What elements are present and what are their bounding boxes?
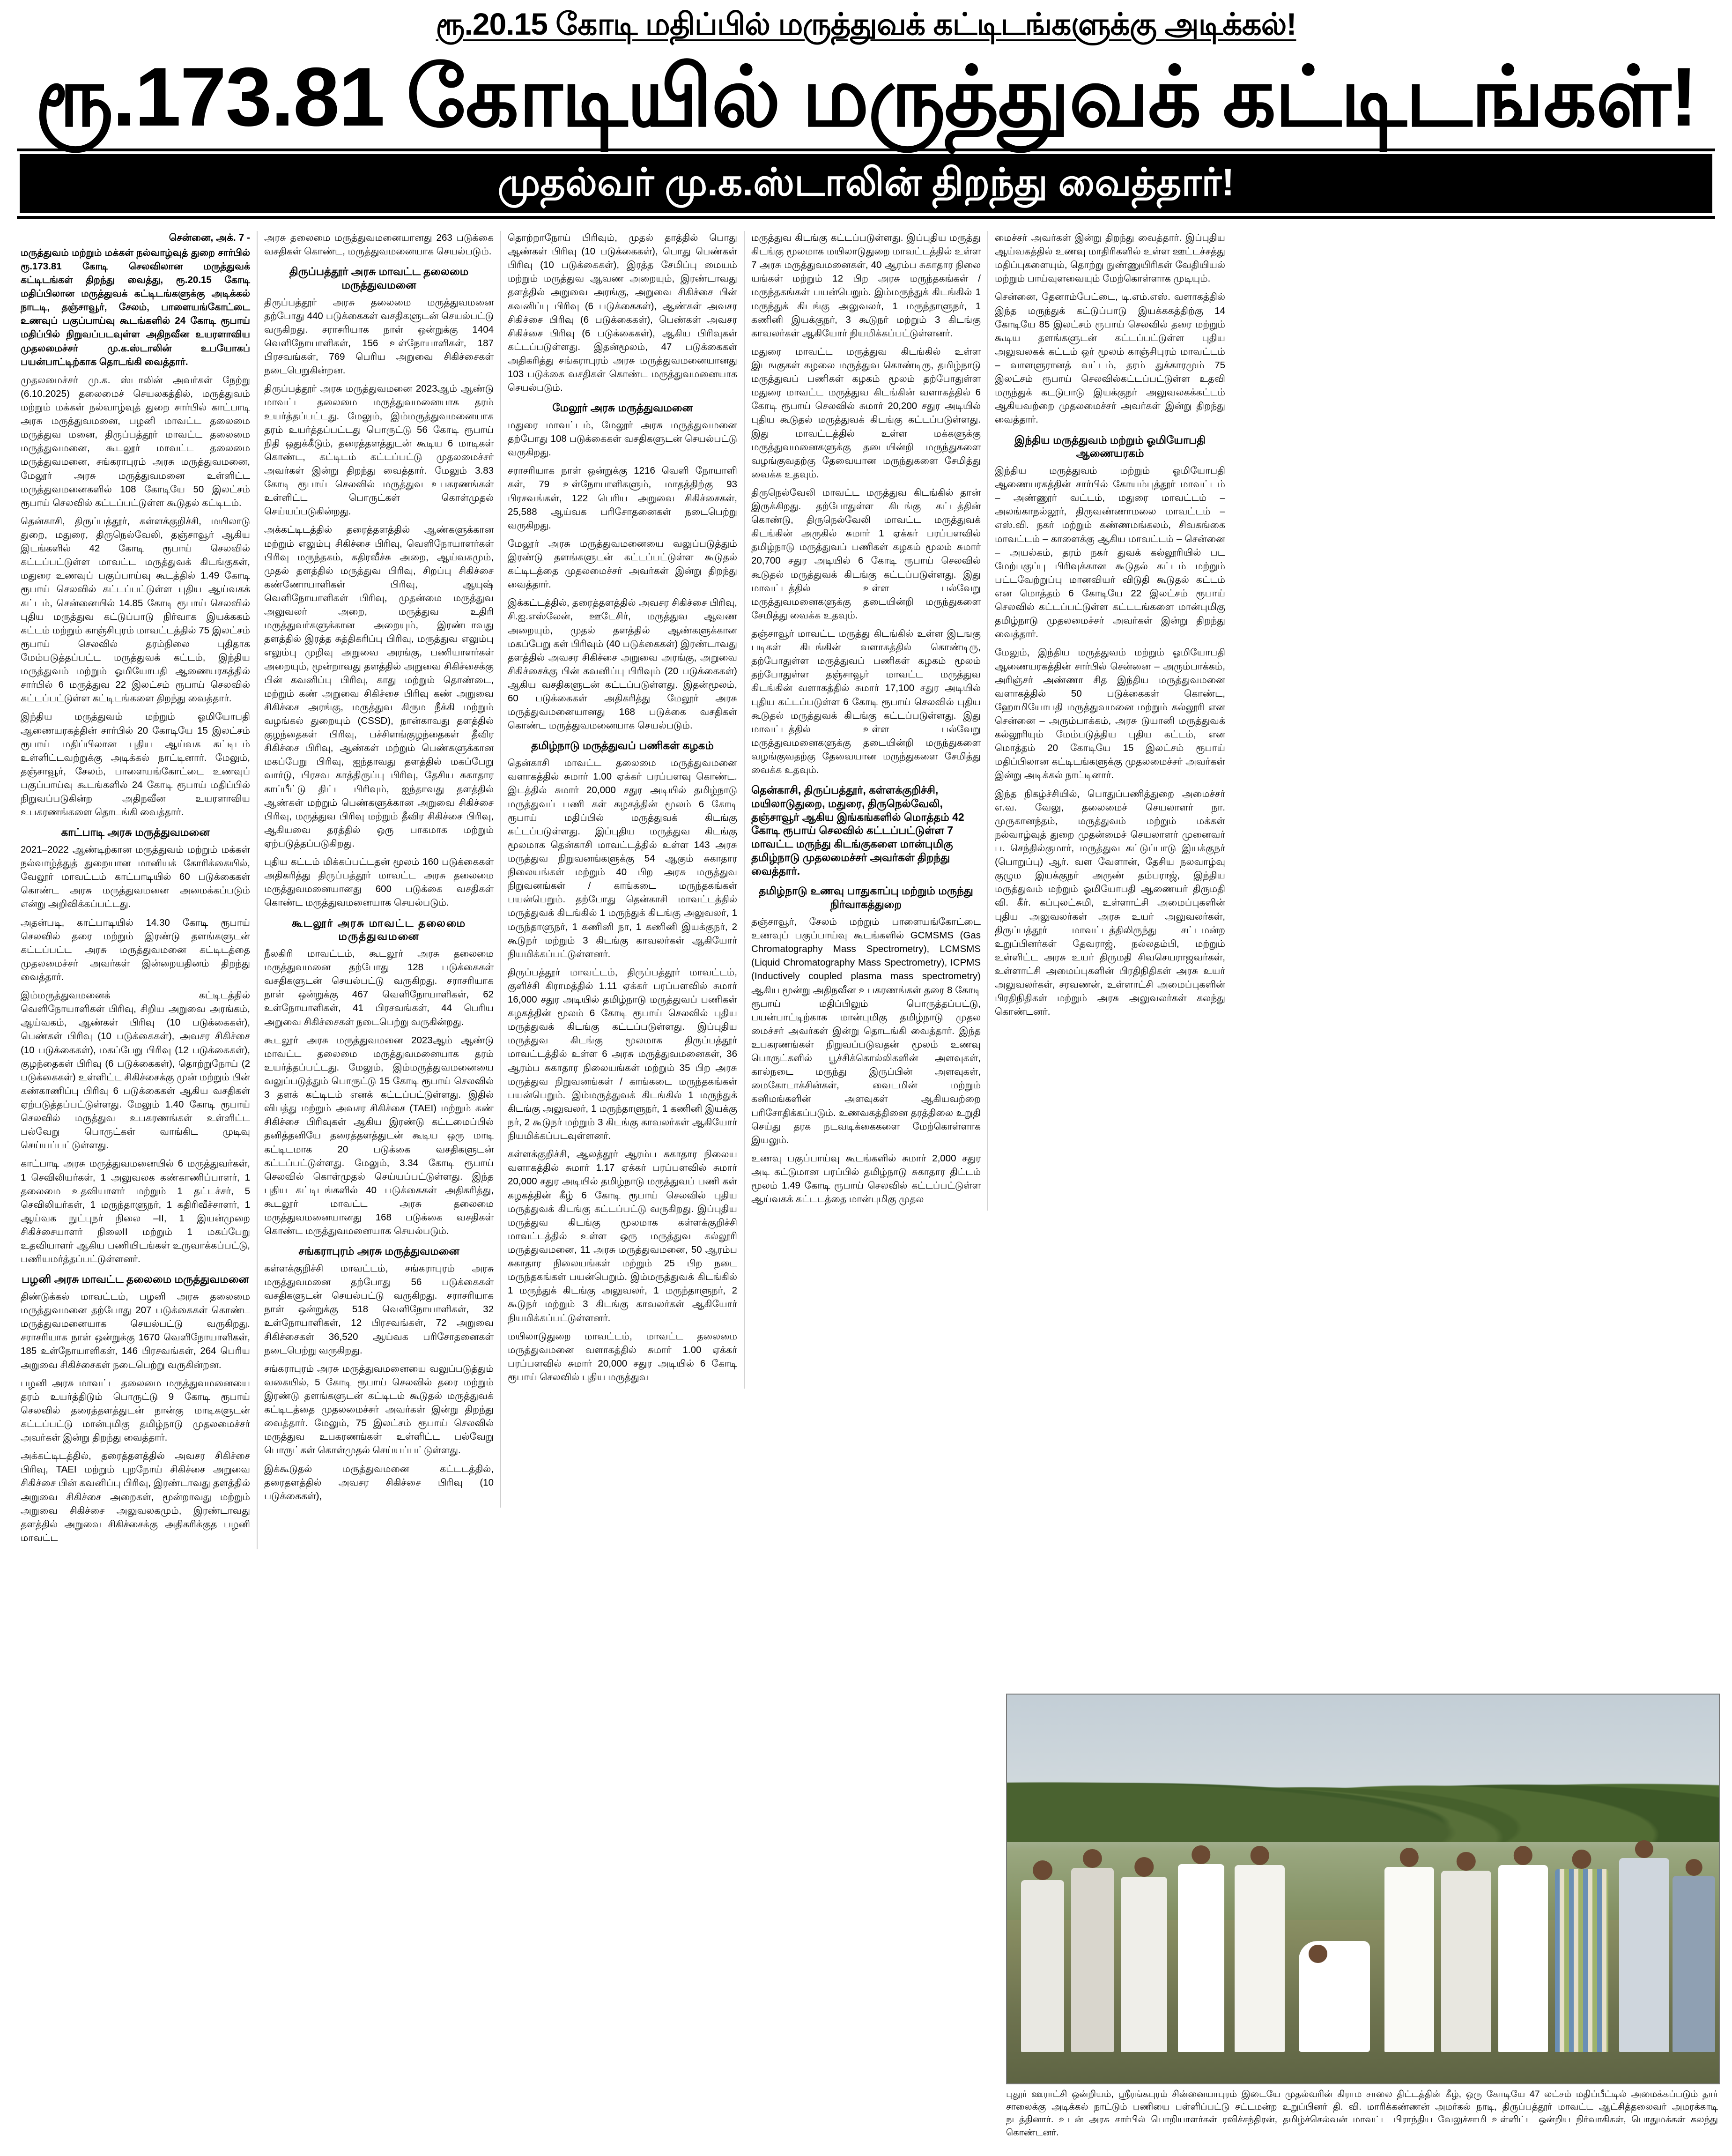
section-subhead: காட்பாடி அரசு மருத்துவமனை — [61, 826, 210, 839]
paragraph: அரசு தலைமை மருத்துவமனையானது 263 படுக்கை வசதிகள் கொண்ட, மருத்துவமனையாக செயல்படும். — [264, 232, 494, 257]
photo-person-body — [1071, 1868, 1114, 2052]
photo-person-head — [1192, 1845, 1210, 1864]
paragraph: மேலும், இந்திய மருத்துவம் மற்றும் ஓமியோபதி ஆணையரகத்தின் சார்பில் சென்னை – அரும்பாக்கம், அரிஞ்சர் அண்ணா சித இந்திய மருத்துவமனை வளாகத்தில் 50 படுக்கைகள் கொண்ட, ஹோமியோபதி மருத்துவமனை மற்றும் கல்லூரி என சென்னை – அரும்பாக்கம், அரசு டுயானி மருத்துவக் கல்லூரியும் மேம்படுத்திய புதிய கட்டம், என மொத்தம் 20 கோடியே 15 இலட்சம் ரூபாய் மதிப்பிலான கட்டிடங்களுக்கு முதலமைச்சர் அவர்கள் இன்று அடிக்கல் நாட்டினார். — [995, 647, 1225, 781]
photo-person-head — [1635, 1840, 1653, 1858]
paragraph: மதுரை மாவட்டம், மேலூர் அரசு மருத்துவமனை தற்போது 108 படுக்கைகள் வசதிகளுடன் செயல்பட்டு வருகிறது. — [508, 420, 737, 458]
photo-person-body — [1384, 1867, 1434, 2052]
paragraph: திருப்பத்தூர் அரசு மருத்துவமனை 2023ஆம் ஆண்டு மாவட்ட தலைமை மருத்துவமனையாக தரம் உயர்த்தப்பட்டது. மேலும், இம்மருத்துவமனையாக தரம் உயர்த்தப்பட்டது பொருட்டு 56 கோடி ரூபாய் நிதி ஒதுக்கீடும், தரைத்தளத்துடன் கூடிய 6 மாடிகள் கொண்ட, கட்டிடம் கட்டப்பட்டு முதலமைச்சர் அவர்கள் இன்று திறந்து வைத்தார். மேலும் 3.83 கோடி ரூபாய் செலவில் மருத்துவ உபகரணங்கள் உள்ளிட்ட பொருட்கள் கொள்முதல் செய்யப்படுகின்றது. — [264, 383, 494, 517]
section-subhead: கூடலூர் அரசு மாவட்ட தலைமை மருத்துவமனை — [291, 916, 466, 943]
paragraph: மேலூர் அரசு மருத்துவமனையை வலுப்படுத்தும் இரண்டு தளங்களுடன் கட்டப்பட்டுள்ள கூடுதல் கட்டிடத்தை முதலமைச்சர் அவர்கள் இன்று திறந்து வைத்தார். — [508, 538, 737, 590]
paragraph: கள்ளக்குறிச்சி மாவட்டம், சங்கராபுரம் அரசு மருத்துவமனை தற்போது 56 படுக்கைகள் வசதிகளுடன் செயல்பட்டு வருகிறது. சராசரியாக நாள் ஒன்றுக்கு 518 வெளிநோயாளிகள், 32 உள்நோயாளிகள், 12 பிரசவங்கள், 72 அறுவை சிகிச்சைகள் 36,520 ஆய்வக பரிசோதனைகள் நடைபெற்று வருகிறது. — [264, 1263, 494, 1356]
paragraph: மருத்துவ கிடங்கு கட்டப்படுள்ளது. இப்புதிய மருத்து கிடங்கு மூலமாக மயிலாடுதுறை மாவட்டத்தில் உள்ள 7 அரசு மருத்துவமனைகள், 40 ஆரம்ப சுகாதார நிலை யங்கள் மற்றும் 12 பிற அரசு மருந்தகங்கள் / மருந்தகங்கள் பயன்பெறும். இம்மருந்துக் கிடங்கில் 1 மருந்துக் கிடங்கு அலுவலர், 1 மருந்தாளுநர், 1 கணினி இயக்குநர், 3 கூடுநர் மற்றும் 3 கிடங்கு காவலர்கள் ஆகியோர் நியமிக்கப்பட்டுள்ளனர். — [751, 232, 981, 339]
photo-person-head — [1457, 1852, 1475, 1871]
photo-person-head — [1309, 1945, 1327, 1963]
paragraph: 2021–2022 ஆண்டிற்கான மருத்துவம் மற்றும் மக்கள் நல்வாழ்த்துத் துறையான மானியக் கோரிக்கையில், வேலூர் மாவட்டம் காட்பாடியில் 60 படுக்கைகள் கொண்ட அரசு மருத்துவமனை அமைக்கப்படும் என்று அறிவிக்கப்பட்டது. — [21, 844, 250, 910]
paragraph: மயிலாடுதுறை மாவட்டம், மாவட்ட தலைமை மருத்துவமனை வளாகத்தில் சுமார் 1.00 ஏக்கர் பரப்பளவில் சுமார் 20,000 சதுர அடியில் 6 கோடி ரூபாய் செலவில் புதிய மருத்துவ — [508, 1331, 737, 1383]
paragraph: இக்கூடுதல் மருத்துவமனை கட்டடத்தில், தரைதளத்தில் அவசர சிகிச்சை பிரிவு (10 படுக்கைகள்), — [264, 1463, 494, 1502]
photo-person-body — [1619, 1858, 1669, 2052]
paragraph: திருப்பத்தூர் மாவட்டம், திருப்பத்தூர் மாவட்டம், குளிச்சி கிராமத்தில் 1.11 ஏக்கர் பரப்பளவில் சுமார் 16,000 சதுர அடியில் தமிழ்நாடு மருத்துவப் பணிகள் கழகத்தின் மூலம் 6 கோடி ரூபாய் செலவில் புதிய மருத்துவக் கிடங்கு கட்டப்படுள்ளது. இப்புதிய மருத்துவ கிடங்கு மூலமாக திருப்பத்தூர் மாவட்டத்தில் உள்ள 6 அரசு மருத்துவமனைகள், 36 ஆரம்ப சுகாதார நிலையங்கள் மற்றும் 35 பிற அரசு மருத்துவ நிறுவனங்கள் / காங்கடை மருந்தகங்கள் பயன்பெறும். இம்மருத்துவக் கிடங்கில் 1 மருந்துக் கிடங்கு அலுவலர், 1 மருந்தாளுநர், 1 கணினி இயக்கு நர், 2 கூடுநர் மற்றும் 3 கிடங்கு காவலர்கள் ஆகியோர் நியமிக்கப்படவுள்ளனர். — [508, 966, 737, 1142]
main-headline: ரூ.173.81 கோடியில் மருத்துவக் கட்டிடங்கள்! — [35, 50, 1697, 143]
paragraph: திருநெல்வேலி மாவட்ட மருத்துவ கிடங்கில் தான் இருக்கிறது. தற்போதுள்ள கிடங்கு கட்டத்தின் கொண்டு, திருநெல்வேலி மாவட்ட மருத்துவக் கிடங்கின் அருகில் சுமார் 1 ஏக்கர் பரப்பளவில் தமிழ்நாடு மருத்துவப் பணிகள் கழகம் மூலம் சுமார் 20,700 சதுர அடியில் 6 கோடி ரூபாய் செலவில் கூடுதல் மருத்துவக் கிடங்கு கட்டப்படுள்ளது. இது மாவட்டத்தில் உள்ள பல்வேறு மருத்துவமனைகளுக்கு தடையின்றி மருந்துகளை சேமித்து வைக்க உதவும். — [751, 487, 981, 621]
photo-person — [1071, 1816, 1114, 2052]
photo-person — [1673, 1826, 1715, 2052]
photo-crowd — [1007, 1796, 1719, 2052]
photo-person-head — [1514, 1846, 1532, 1865]
paragraph: அக்கட்டிடத்தில் தரைத்தளத்தில் ஆண்களுக்கான மற்றும் எலும்பு சிகிச்சை பிரிவு, வெளிநோயாளர்கள் பிரிவு மருந்தகம், கதிரவீச்சு அறை, ஆய்வகமும், முதல் தளத்தில் மருத்துவ பிரிவு, சிறப்பு சிகிச்சை கண்ணோயாளிகள் பிரிவு, ஆயுஷ் வெளிநோயாளிகள் பிரிவு, முதன்மை மருத்துவ அலுவலர் அறை, மருத்துவ உதிரி மருத்துவர்களுக்கான அறையும், இரண்டாவது தளத்தில் இரத்த சுத்திகரிப்பு பிரிவு, மருத்துவ எலும்பு எலும்பு முறிவு அறுவை அரங்கு, பணியாளர்கள் அறையும், மூன்றாவது தளத்தில் அறுவை சிகிச்சைக்கு பின் கவனிப்பு பிரிவு, காது மற்றும் தொண்டை, மற்றும் கண் அறுவை சிகிச்சை பிரிவு கண் அறுவை சிகிச்சை அரங்கு, மருத்துவ கிரும நீக்கி மற்றும் வழங்கல் துறையும் (CSSD), நான்காவது தளத்தில் குழந்தைகள் பிரிவு, பச்சிளங்குழந்தைகள் தீவிர சிகிச்சை பிரிவு, ஆண்கள் மற்றும் பெண்களுக்கான மகப்பேறு பிரிவு, ஐந்தாவது தளத்தில் மகப்பேறு வார்டு, பிரசவ காத்திருப்பு பிரிவு, தேசிய சுகாதார காப்பீட்டு திட்ட பிரிவும், ஐந்தாவது தளத்தில் ஆண்கள் மற்றும் பெண்களுக்கான அறுவை சிகிச்சை பிரிவு, மருத்துவ பிரிவு மற்றும் தீவிர சிகிச்சை பிரிவு, ஆகியவை தரத்தில் ஒரு பாகமாக மற்றும் ஏற்படுத்தப்படுகிறது. — [264, 524, 494, 849]
photo-person — [1384, 1808, 1434, 2052]
photo-person — [1235, 1806, 1284, 2052]
section-subhead: தென்காசி, திருப்பத்தூர், கள்ளக்குறிச்சி, மயிலாடுதுறை, மதுரை, திருநெல்வேலி, தஞ்சாவூர் ஆகிய இங்கங்களில் மொத்தம் 42 கோடி ரூபாய் செலவில் கட்டப்பட்டுள்ள 7 மாவட்ட மருந்து கிடங்குகளை மான்புமிகு தமிழ்நாடு முதலமைச்சர் அவர்கள் திறந்து வைத்தார். — [751, 784, 964, 877]
paragraph: இந்திய மருத்துவம் மற்றும் ஓமியோபதி ஆணையரகத்தின் சார்பில் 20 கோடியே 15 இலட்சம் ரூபாய் மதிப்பிலான புதிய ஆய்வக கட்டிடம் உள்ளிட்டவற்றுக்கு அடிக்கல் நாட்டினார். மேலும், தஞ்சாவூர், சேலம், பாளையங்கோட்டை உணவுப் பகுப்பாய்வு கூடங்களில் 24 கோடி ரூபாய் மதிப்பில் நிறுவப்படுகின்ற அதிநவீன உயரளாவிய உபகரணங்களை தொடங்கி வைத்தார். — [21, 711, 250, 818]
paragraph: திண்டுக்கல் மாவட்டம், பழனி அரசு தலைமை மருத்துவமனை தற்போது 207 படுக்கைகள் கொண்ட மருத்துவமனையாக செயல்பட்டு வருகிறது. சராசரியாக நாள் ஒன்றுக்கு 1670 வெளிநோயாளிகள், 185 உள்நோயாளிகள், 146 பிரசவங்கள், 264 பெரிய அறுவை சிகிச்சைகள் நடைபெற்று வருகின்றன. — [21, 1291, 250, 1370]
paragraph: இந்த நிகழ்ச்சியில், பொதுப்பணித்துறை அமைச்சர் எ.வ. வேலு, தலைமைச் செயலாளர் நா. முருகானந்தம், மருத்துவம் மற்றும் மக்கள் நல்வாழ்வுத் துறை முதன்மைச் செயலாளர் முனைவர் ப. செந்தில்குமார், மருத்துவ கட்டுப்பாடு இயக்குநர் (பொறுப்பு) ஆர். வள வேளான், தேசிய நலவாழ்வு குழும இயக்குநர் அருண் தம்பராஜ், இந்திய மருத்துவம் மற்றும் ஓமியோபதி ஆணையர் திருமதி வி. கீர். கப்புலட்சுமி, உள்ளாட்சி அமைப்புகளின் புதிய அலுவலர்கள் அரசு உயர் அலுவலர்கள், திருப்பத்தூர் மாவட்டத்திலிருந்து சட்டமன்ற உறுப்பினர்கள் தேவராஜ், நல்லதம்பி, மற்றும் உள்ளிட்ட அரசு உயர் திருமதி சிவசெயராஜவர்கள், உள்ளாட்சி அமைப்புகளின் பிரதிநிதிகள் அரசு உயர் அலுவலர்கள், சரவணன், உள்ளாட்சி அமைப்புகளின் பிரதிநிதிகள் மற்றும் அரசு அலுவலர்கள் கலந்து கொண்டனர். — [995, 788, 1225, 1018]
news-photo — [1006, 1694, 1720, 2084]
section-subhead: திருப்பத்தூர் அரசு மாவட்ட தலைமை மருத்துவமனை — [289, 265, 469, 291]
column-2 — [258, 231, 501, 1508]
paragraph: மதுரை மாவட்ட மருத்துவ கிடங்கில் உள்ள இடஙகுகள் கழலை மருத்துவ கொண்டிரு, தமிழ்நாடு மருத்துவப் பணிகள் கழகம் மூலம் தற்போதுள்ள மதுரை மாவட்ட மருத்துவ கிடங்கின் வளாகத்தில் 6 கோடி ரூபாய் செலவில் சுமார் 20,200 சதுர அடியில் புதிய கூடுதல் மருத்துவக் கிடங்கு கட்டப்படுள்ளது. இது மாவட்டத்தில் உள்ள மக்களுக்கு மருத்துவமனைகளுக்கு தடையின்றி மருந்துகளை வழங்குவதற்கு தேவையான மருந்துகளை சேமித்து வைக்க உதவும். — [751, 346, 981, 480]
paragraph: தஞ்சாவூர், சேலம் மற்றும் பாளையங்கோட்டை உணவுப் பகுப்பாய்வு கூடங்களில் GCMSMS (Gas Chromatography Mass Spectrometry), LCMSMS (Liquid Chromatography Mass Spectrometry), ICPMS (Inductively coupled plasma mass spectrometry) ஆகிய மூன்று அதிநவீன உபகரணங்கள் தரை 8 கோடி ரூபாய் மதிப்பிலும் பொருத்தப்பட்டு, பயன்பாட்டிற்காக மான்புமிகு தமிழ்நாடு முதல மைச்சர் அவர்கள் இன்று தொடங்கி வைத்தார். இந்த உபகரணங்கள் நிறுவப்படுவதன் மூலம் உணவு பொருட்களில் பூச்சிக்கொல்லிகளின் அளவுகள், கால்நடை மருந்து இருப்பின் அளவுகள், மைகோடாக்சின்கள், வைடமின் மற்றும் கனிமங்களின் அளவுகள் ஆகியவற்றை பரிசோதிக்கப்படும். உணவகத்தினை தரத்திலை உறுதி செய்து தரக நடவடிக்கைகளை மேற்கொள்ளாக இயலும். — [751, 916, 981, 1145]
paragraph: அக்கட்டிடத்தில், தரைத்தளத்தில் அவசர சிகிச்சை பிரிவு, TAEI மற்றும் புறநோய் சிகிச்சை அறுவை சிகிச்சை பின் கவனிப்பு பிரிவு, இரண்டாவது தளத்தில் அறுவை சிகிச்சை அறைகள், மூன்றாவது மற்றும் அறுவை சிகிச்சை அலுவலகமும், இரண்டாவது தளத்தில் அறுவை சிகிச்சைக்கு அதிகரிக்குத பழனி மாவட்ட — [21, 1450, 250, 1543]
dateline: சென்னை, அக். 7 - — [169, 232, 250, 243]
photo-block — [1006, 1694, 1718, 2139]
section-subhead: சங்கராபுரம் அரசு மருத்துவமனை — [298, 1245, 459, 1257]
photo-person-body — [1555, 1869, 1608, 2052]
photo-person-lungi — [1555, 1811, 1608, 2052]
photo-person-body — [1021, 1880, 1064, 2052]
column-3 — [501, 231, 745, 1389]
column-1 — [14, 231, 258, 1549]
paragraph: பழனி அரசு மாவட்ட தலைமை மருத்துவமனையை தரம் உயர்த்திடும் பொருட்டு 9 கோடி ரூபாய் செலவில் தரைத்தளத்துடன் நான்கு மாடிகளுடன் கட்டப்பட்டு மான்புமிகு தமிழ்நாடு முதலமைச்சர் அவர்கள் இன்று திறந்து வைத்தார். — [21, 1377, 250, 1443]
paragraph: சங்கராபுரம் அரசு மருத்துவமனையை வலுப்படுத்தும் வகையில், 5 கோடி ரூபாய் செலவில் தரை மற்றும் இரண்டு தளங்களுடன் கட்டிடம் கூடுதல் மருத்துவக் கட்டிடத்தை முதலமைச்சர் அவர்கள் இன்று திறந்து வைத்தார். மேலும், 75 இலட்சம் ரூபாய் செலவில் மருத்துவ உபகரணங்கள் உள்ளிட்ட பல்வேறு பொருட்கள் கொள்முதல் செய்யப்பட்டுள்ளது. — [264, 1363, 494, 1456]
lead-paragraph: மருத்துவம் மற்றும் மக்கள் நல்வாழ்வுத் துறை சார்பில் ரூ.173.81 கோடி செலவிலான மருத்துவக் கட்டிடங்கள் திறந்து வைத்து, ரூ.20.15 கோடி மதிப்பிலான மருத்துவக் கட்டிடங்களுக்கு அடிக்கல் நாடடி, தஞ்சாவூர், சேலம், பாளையங்கோட்டை உணவுப் பகுப்பாய்வு கூடங்களில் 24 கோடி ரூபாய் மதிப்பில் நிறுவப்படவுள்ள அதிநவீன உயரளாவிய முதலமைச்சர் மு.க.ஸ்டாலின் உபயோகப் பயன்பாட்டிற்காக தொடங்கி வைத்தார். — [21, 247, 250, 367]
column-5 — [988, 231, 1232, 1023]
paragraph: இக்கட்டத்தில், தரைத்தளத்தில் அவசர சிகிச்சை பிரிவு, சி.ஐ.எஸ்லேன், ஊடேசிர், மருத்துவ ஆவண அறையும், முதல் தளத்தில் ஆண்களுக்கான மகப்பேறு கள் பிரிவும் (40 படுக்கைகள்) இரண்டாவது தளத்தில் அவசர சிகிச்சை அறுவை அரங்கு, அறுவை சிகிச்சைக்கு பின் கவனிப்பு பிரிவும் (20 படுக்கைகள்) ஆகிய வசதிகளுடன் கட்டப்படுள்ளது. இதன்மூலம், 60 படுக்கைகள் அதிகரித்து மேலூர் அரசு மருத்துவமனையானது 168 படுக்கை வசதிகள் கொண்ட மருத்துவமனையாக செயல்படும். — [508, 597, 737, 731]
paragraph: சராசரியாக நாள் ஒன்றுக்கு 1216 வெளி நோயாளி கள், 79 உள்நோயாளிகளும், மாதத்திற்கு 93 பிரசவங்கள், 122 பெரிய அறுவை சிகிச்சைகள், 25,588 ஆய்வக பரிசோதனைகள் நடைபெற்று வருகிறது. — [508, 465, 737, 531]
photo-person-head — [1400, 1848, 1419, 1866]
paragraph: சென்னை, தேனாம்பேட்டை, டி.எம்.எஸ். வளாகத்தில் இந்த மருந்துக் கட்டுப்பாடு இயக்ககத்திற்கு 14 கோடியே 85 இலட்சம் ரூபாய் செலவில் தரை மற்றும் கூடிய தளங்களுடன் கட்டப்பட்டுள்ள புதிய அலுவலகக் கட்டம் ஒர் மூலம் காஞ்சிபுரம் மாவட்டம் – வாளளுரானத் வட்டம், தரம் துக்காரமும் 75 இலட்சம் ரூபாய் செலவில்கட்டப்பட்டுள்ள உதவி மருந்துக் கடடுபாடு இயக்குநர் அலுவலகக்கட்டம் ஆகியவற்றை முதலமைச்சர் அவர்கள் இன்று திறந்து வைத்தார். — [995, 291, 1225, 425]
photo-person-body — [1441, 1871, 1491, 2052]
photo-person — [1441, 1814, 1491, 2052]
photo-person-head — [1250, 1846, 1269, 1865]
paragraph: கூடலூர் அரசு மருத்துவமனை 2023ஆம் ஆண்டு மாவட்ட தலைமை மருத்துவமனையாக தரம் உயர்த்தப்பட்டது. மேலும், இம்மருத்துவமனையை வலுப்படுத்தும் பொருட்டு 15 கோடி ரூபாய் செலவில் 3 தளக் கட்டிடம் எனக் கட்டப்பட்டுள்ளது. இதில் விபத்து மற்றும் அவசர சிகிச்சை (TAEI) மற்றும் கண் சிகிச்சை பிரிவுகள் ஆகிய இரண்டு கட்டமைப்பில் தனித்தனியே தரைத்தளத்துடன் கூடிய ஒரு மாடி கட்டிடமாக 20 படுக்கை வசதிகளுடன் கட்டப்பட்டுள்ளது. மேலும், 3.34 கோடி ரூபாய் செலவில் கொள்முதல் செய்யப்பட்டுள்ளது. இந்த புதிய கட்டிடங்களில் 40 படுக்கைகள் அதிகரித்து, கூடலூர் மாவட்ட அரசு தலைமை மருத்துவமனையானது 168 படுக்கை வசதிகள் கொண்ட மருத்துவமனையாக செயல்படும். — [264, 1034, 494, 1237]
paragraph: காட்பாடி அரசு மருத்துவமனையில் 6 மருத்துவர்கள், 1 செவிலியர்கள், 1 அலுவலக கண்காணிப்பாளர், 1 தலைமை உதவியாளர் மற்றும் 1 தட்டச்சர், 5 செவிலியர்கள், 1 மருந்தாளுநர், 1 கதிரிவீச்சாளர், 1 ஆய்வக நுட்புநர் நிலை –II, 1 இயன்முறை சிகிச்சையாளர் நிலைII மற்றும் 1 மகப்பேறு உதவியாளர் ஆகிய பணியிடங்கள் உருவாக்கப்பட்டு, பணியமர்த்தப்பட்டுள்ளனர். — [21, 1158, 250, 1265]
subheadline-bar-wrap — [0, 146, 1732, 226]
photo-person-body — [1235, 1865, 1284, 2052]
photo-person-bending — [1299, 1893, 1370, 2052]
photo-person-body — [1673, 1876, 1715, 2052]
photo-person — [1619, 1803, 1669, 2052]
photo-person-head — [1134, 1857, 1154, 1876]
photo-caption: புதூர் ஊராட்சி ஒன்றியம், ஸ்ரீரங்கபுரம் சின்னையாபுரம் இடையே முதல்வரின் கிராம சாலை திட்டத்தின் கீழ், ஒரு கோடியே 47 லட்சம் மதிப்பீட்டில் அமைக்கப்படும் தார் சாலைக்கு அடிக்கல் நாட்டும் பணியை பள்ளிப்பட்டு சட்டமன்ற உறுப்பினர் தி. வி. மாரிக்கண்ணன் அமர்கல் நாடி, திருப்பத்தூர் மாவட்ட ஆட்சித்தலைவர் அமரக்காடி நடத்தினார். உடன் அரசு சார்பில் பொறியாளர்கள் ரவிச்சந்திரன், தமிழ்ச்செல்வன் மாவட்ட பிராந்திய வேலுச்சாமி உள்ளிட்ட ஒன்றிய நிர்வாகிகள், பொதுமக்கள் கலந்து கொண்டனர். — [1006, 2089, 1718, 2138]
paragraph: திருப்பத்தூர் அரசு தலைமை மருத்துவமனை தற்போது 440 படுக்கைகள் வசதிகளுடன் செயல்பட்டு வருகிறது. சராசரியாக நாள் ஒன்றுக்கு 1404 வெளிநோயாளிகள், 156 உள்நோயாளிகள், 187 பிரசவங்கள், 769 பெரிய அறுவை சிகிச்சைகள் நடைபெறுகின்றன. — [264, 297, 494, 376]
paragraph: முதலமைச்சர் மு.க. ஸ்டாலின் அவர்கள் நேற்று (6.10.2025) தலைமைச் செயலகத்தில், மருத்துவம் மற்றும் மக்கள் நல்வாழ்வுத் துறை சார்பில் காட்பாடி அரசு மருத்துவமனை, பழனி மாவட்ட தலைமை மருத்துவ மனை, திருப்பத்தூர் மாவட்ட தலைமை மருத்துவமனை, கூடலூர் மாவட்ட தலைமை மருத்துவமனை, சங்கராபுரம் அரசு மருத்துவமனை, மேலூர் அரசு மருத்துவமனை உள்ளிட்ட மருத்துவமனைகளில் 108 கோடியே 50 இலட்சம் ரூபாய் செலவில் கட்டப்பட்டுள்ள கூடுதல் கட்டிடம். — [21, 374, 250, 508]
paragraph: தென்காசி மாவட்ட தலைமை மருத்துவமனை வளாகத்தில் சுமார் 1.00 ஏக்கர் பரப்பளவு கொண்ட. இடத்தில் சுமார் 20,000 சதுர அடியில் தமிழ்நாடு மருத்துவப் பணி கள் கழகத்தின் மூலம் 6 கோடி ரூபாய் மதிப்பில் மருத்துவக் கிடங்கு கட்டப்படுள்ளது. இப்புதிய மருத்துவ கிடங்கு மூலமாக தென்காசி மாவட்டத்தில் உள்ள 143 அரசு மருத்துவ நிறுவனங்களுக்கு 54 ஆகும் சுகாதார நிலையங்கள் மற்றும் 40 பிற அரசு மருத்துவ நிறுவனங்கள் / காங்கடை மருந்தகங்கள் பயன்பெறும். தற்போது தென்காசி மாவட்டத்தில் மருத்துவக் கிடங்கில் 1 மருந்துக் கிடங்கு அலுவலர், 1 மருந்தாளுநர், 1 கணினி நா, 1 கணினி இயக்குநர், 2 கூடுநர் மற்றும் 3 கிடங்கு காவலர்கள் ஆகியோர் நியமிக்கப்பட்டுள்ளனர். — [508, 758, 737, 959]
paragraph: நீலகிரி மாவட்டம், கூடலூர் அரசு தலைமை மருத்துவமனை தற்போது 128 படுக்கைகள் வசதிகளுடன் செயல்பட்டு வருகிறது. சராசரியாக நாள் ஒன்றுக்கு 467 வெளிநோயாளிகள், 62 உள்நோயாளிகள், 41 பிரசவங்கள், 44 பெரிய அறுவை சிகிச்சைகள் நடைபெற்று வருகின்றது. — [264, 948, 494, 1027]
photo-person — [1021, 1831, 1064, 2052]
paragraph: தென்காசி, திருப்பத்தூர், கள்ளக்குறிச்சி, மயிலாடு துறை, மதுரை, திருநெல்வேலி, தஞ்சாவூர் ஆகிய இடங்களில் 42 கோடி ரூபாய் செலவில் கட்டப்பட்டுள்ள மாவட்ட மருத்துவக் கிடங்குகள், மதுரை உணவுப் பகுப்பாய்வு கூடத்தில் 1.49 கோடி ரூபாய் செலவில் கட்டப்பட்டுள்ள புதிய ஆய்வகக் கட்டம், சென்னையில் 14.85 கோடி ரூபாய் செலவில் புதிய மருத்துவ கட்டுப்பாடு நிர்வாக இயக்ககம் கட்டம் மற்றும் காஞ்சிபுரம் மாவட்டத்தில் 75 இலட்சம் ரூபாய் செலவில் தரம்நிலை புதிதாக மேம்படுத்தப்பட்ட மருத்துவக் கட்டம், இந்திய மருத்துவம் மற்றும் ஓமியோபதி ஆணையரகத்தில் சார்பில் 6 மருத்துவ 22 இலட்சம் ரூபாய் செலவில் கட்டப்பட்டுள்ள கட்டிடங்களை திறந்து வைத்தார். — [21, 515, 250, 704]
subheadline-bar: முதல்வர் மு.க.ஸ்டாலின் திறந்து வைத்தார்! — [17, 149, 1715, 219]
section-subhead: இந்திய மருத்துவம் மற்றும் ஓமியோபதி ஆணையரகம் — [1014, 433, 1206, 460]
photo-person-head — [1033, 1860, 1052, 1880]
photo-person — [1498, 1806, 1548, 2052]
paragraph: அதன்படி, காட்பாடியில் 14.30 கோடி ரூபாய் செலவில் தரை மற்றும் இரண்டு தளங்களுடன் கட்டப்பட்ட அரசு மருத்துவமனை கட்டிடத்தை முதலமைச்சர் அவர்கள் இன்றையதினம் திறந்து வைத்தார். — [21, 917, 250, 982]
photo-person-head — [1686, 1859, 1702, 1876]
section-subhead: மேலூர் அரசு மருத்துவமனை — [552, 401, 693, 414]
paragraph: கள்ளக்குறிச்சி, ஆலத்தூர் ஆரம்ப சுகாதார நிலைய வளாகத்தில் சுமார் 1.17 ஏக்கர் பரப்பளவில் சுமார் 20,000 சதுர அடியில் தமிழ்நாடு மருத்துவப் பணி கள் கழகத்தின் கீழ் 6 கோடி ரூபாய் செலவில் புதிய மருத்துவக் கிடங்கு கட்டப்பட்டு வருகிறது. இப்புதிய மருத்துவ கிடங்கு மூலமாக கள்ளக்குறிச்சி மாவட்டத்தில் உள்ள ஒரு மருத்துவ கல்லூரி மருத்துவமனை, 11 அரசு மருத்துவமனை, 50 ஆரம்ப சுகாதார நிலையங்கள் மற்றும் 25 பிற நடை மருந்தகங்கள் பயன்பெறும். இம்மருத்துவக் கிடங்கில் 1 மருந்துக் கிடங்கு அலுவலர், 1 மருந்தாளுநர், 2 கூடுநர் மற்றும் 3 கிடங்கு காவலர்கள் ஆகியோர் நியமிக்கப்பட்டுள்ளனர். — [508, 1149, 737, 1323]
section-subhead: தமிழ்நாடு உணவு பாதுகாப்பு மற்றும் மருந்து நிர்வாகத்துறை — [759, 885, 973, 911]
paragraph: தொற்றாநோய் பிரிவும், முதல் தாத்தில் பொது ஆண்கள் பிரிவு (10 படுக்கைகள்), பொது பெண்கள் பிரிவு (10 படுக்கைகள்), இரத்த சேமிப்பு மையம் மற்றும் மருத்துவ ஆவண அறையும், இரண்டாவது தளத்தில் அறுவை அரங்கு, அறுவை சிகிச்சை பின் கவனிப்பு பிரிவு (6 படுக்கைகள்), ஆண்கள் அவசர சிகிச்சை பிரிவு (6 படுக்கைகள்), பெண்கள் அவசர சிகிச்சை பிரிவு (6 படுக்கைகள்), ஆகிய பிரிவுகள் கட்டப்படுள்ளது. இதன்மூலம், 47 படுக்கைகள் அதிகரித்து சங்கராபுரம் அரசு மருத்துவமனையானது 103 படுக்கை வசதிகள் கொண்ட மருத்துவமனையாக செயல்படும். — [508, 232, 737, 394]
photo-person-body — [1498, 1865, 1548, 2052]
page-bottom-spacer — [0, 1563, 1732, 1568]
article-columns — [0, 226, 1732, 1563]
paragraph: உணவு பகுப்பாய்வு கூடங்களில் சுமார் 2,000 சதுர அடி கட்டுமான பரப்பில் தமிழ்நாடு சுகாதார திட்டம் மூலம் 1.49 கோடி ரூபாய் செலவில் கட்டப்பட்டுள்ள ஆய்வகக் கட்டடத்தை மான்புமிகு முதல — [751, 1152, 981, 1205]
paragraph: தஞ்சாவூர் மாவட்ட மருத்து கிடங்கில் உள்ள இடஙகு படிகள் கிடங்கின் வளாகத்தில் கொண்டிரு, தற்போதுள்ள மருத்துவப் பணிகள் கழகம் மூலம் தற்போதுள்ள தஞ்சாவூர் மாவட்ட மருத்துவ கிடங்கின் வளாகத்தில் சுமார் 17,100 சதுர அடியில் புதிய கட்டப்படுள்ள 6 கோடி ரூபாய் செலவில் புதிய கூடுதல் மருத்துவக் கிடங்கு கட்டப்படுள்ளது. இது மாவட்டத்தில் உள்ள பல்வேறு மருத்துவமனைகளுக்கு தடையின்றி மருந்துகளை வழங்குவதற்கு தேவையான மருந்துகளை சேமித்து வைக்க உதவும். — [751, 628, 981, 776]
paragraph: புதிய கட்டம் மிக்கப்பட்டதன் மூலம் 160 படுக்கைகள் அதிகரித்து திருப்பத்தூர் மாவட்ட அரசு தலைமை மருத்துவமனையானது 600 படுக்கை வசதிகள் கொண்ட மருத்துவமனையாக செயல்படும். — [264, 856, 494, 908]
column-4 — [745, 231, 988, 1211]
photo-person-body — [1121, 1877, 1167, 2052]
photo-person-head — [1083, 1849, 1102, 1868]
paragraph: இந்திய மருத்துவம் மற்றும் ஓமியோபதி ஆணையரகத்தின் சார்பில் கோயம்புத்தூர் மாவட்டம் – அண்ணூர் வட்டம், மதுரை மாவட்டம் – அலங்காநல்லூர், திருவண்ணாமலை மாவட்டம் – எஸ்.வி. நகர் மற்றும் கண்ணமங்கலம், சிவகங்கை மாவட்டம் – காளைக்கு ஆகிய மாவட்டம் – சென்னை – அயல்கம், தரம் நகர் துவக் கல்லூரியில் பட மேற்பகுப்பு பிரிவுக்கான கூடுதல் கட்டம் மற்றும் பட்டவேற்றுப்பு மானவியர் விடுதி கூடுதல் கட்டம் என மொத்தம் 6 கோடியே 22 இலட்சம் ரூபாய் செலவில் கட்டப்பட்டுள்ள கட்டடங்களை மான்புமிகு தமிழ்நாடு முதலமைச்சர் அவர்கள் இன்று திறந்து வைத்தார். — [995, 465, 1225, 640]
paragraph: இம்மருத்துவமனைக் கட்டிடத்தில் வெளிநோயாளிகள் பிரிவு, சிறிய அறுவை அரங்கம், ஆய்வகம், ஆண்கள் பிரிவு (10 படுக்கைகள்), பெண்கள் பிரிவு (10 படுக்கைகள்), அவசர சிகிச்சை (10 படுக்கைகள்), மகப்பேறு பிரிவு (12 படுக்கைகள்), குழந்தைகள் பிரிவு (6 படுக்கைகள்), தொற்றுநோய் (2 படுக்கைகள்) உள்ளிட்ட சிகிச்சைக்கு முன் மற்றும் பின் கண்காணிப்பு பிரிவு 6 படுக்கைகள் ஆகிய வசதிகள் ஏற்படுத்தப்பட்டுள்ளது. மேலும் 1.40 கோடி ரூபாய் செலவில் மருத்துவ உபகரணங்கள் உள்ளிட்ட பல்வேறு பொருட்கள் வாங்கிட முடிவு செய்யப்பட்டுள்ளது. — [21, 990, 250, 1151]
photo-person-head — [1572, 1850, 1591, 1869]
kicker-headline: ரூ.20.15 கோடி மதிப்பில் மருத்துவக் கட்டிடங்களுக்கு அடிக்கல்! — [436, 7, 1296, 41]
section-subhead: பழனி அரசு மாவட்ட தலைமை மருத்துவமனை — [22, 1273, 249, 1286]
photo-person — [1178, 1811, 1224, 2052]
paragraph: மைச்சர் அவர்கள் இன்று திறந்து வைத்தார். இப்புதிய ஆய்வகத்தில் உணவு மாதிரிகளில் உள்ள ஊட்டச்சத்து மதிப்புகளையும், தொற்று நுண்ணுயிரிகள் வேதியியல் மற்றும் பாய்வுளவையும் மேற்கொள்ளாக முடியும். — [995, 232, 1225, 284]
photo-person-body — [1178, 1864, 1224, 2052]
photo-person — [1121, 1821, 1167, 2052]
section-subhead: தமிழ்நாடு மருத்துவப் பணிகள் கழகம் — [531, 739, 714, 752]
